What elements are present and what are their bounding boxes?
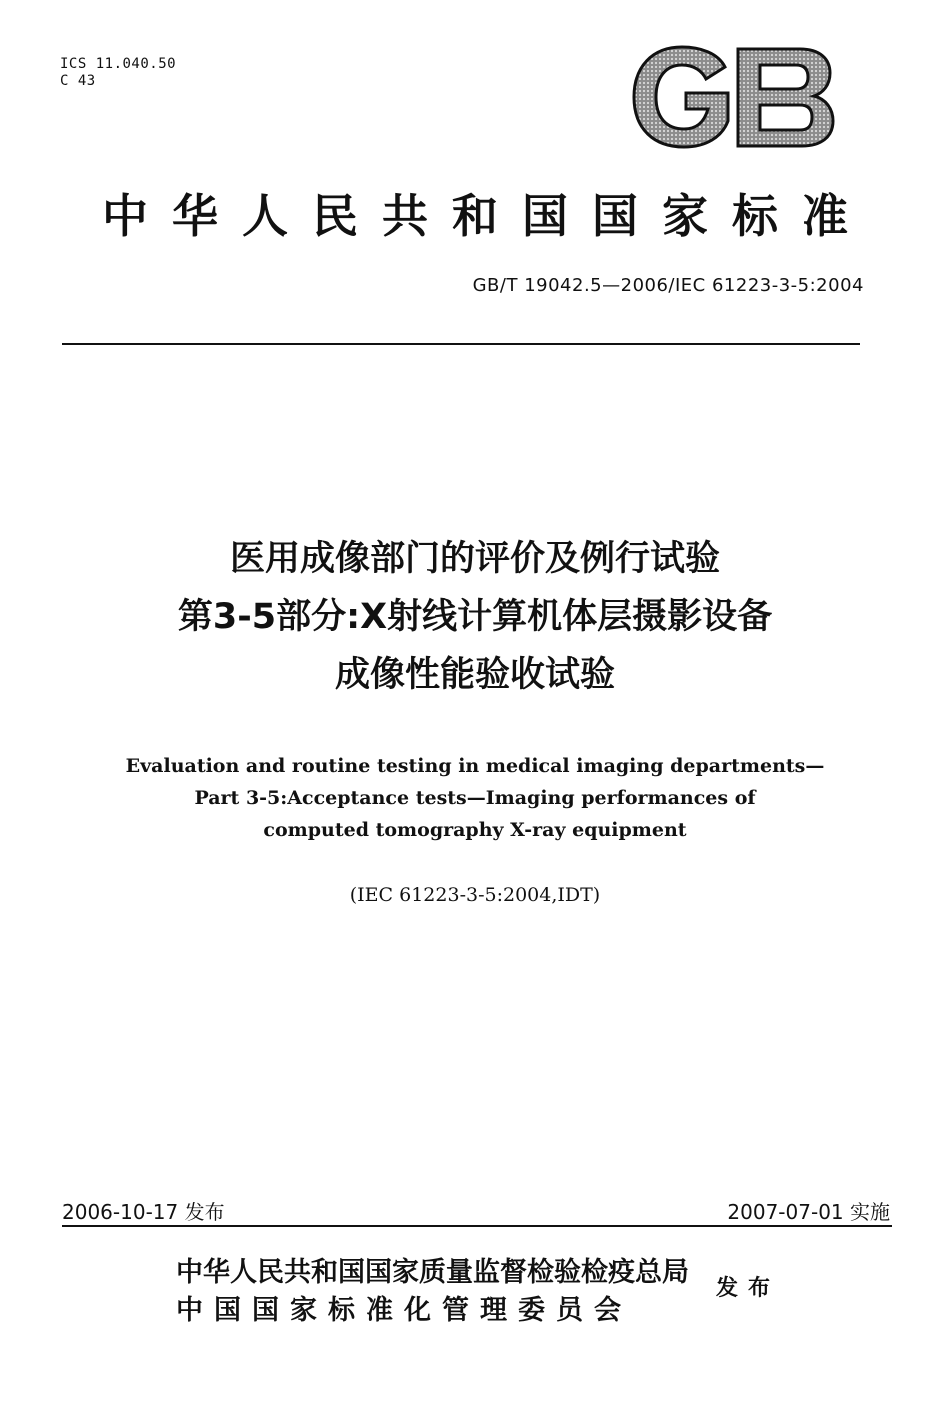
bottom-divider (62, 1225, 892, 1227)
chinese-title (0, 530, 950, 704)
ics-code: ICS 11.040.50 (60, 56, 177, 72)
standard-number: GB/T 19042.5—2006/IEC 61223-3-5:2004 (472, 275, 864, 296)
top-divider (62, 343, 860, 345)
country-standard-heading: 中华人民共和国国家标准 (102, 189, 872, 243)
chinese-title-line-3: 成像性能验收试验 (334, 655, 615, 695)
adoption-note: (IEC 61223-3-5:2004,IDT) (349, 884, 601, 906)
gb-logo (630, 45, 835, 150)
issuer-aqsiq: 中华人民共和国国家质量监督检验检疫总局 (176, 1257, 689, 1288)
issuing-authorities (176, 1254, 689, 1330)
issuer-sac: 中国国家标准化管理委员会 (176, 1295, 632, 1326)
english-title-line-3: computed tomography X-ray equipment (263, 819, 687, 841)
ccs-code: C 43 (60, 73, 96, 89)
english-title-line-2: Part 3-5:Acceptance tests—Imaging performances of (194, 787, 756, 809)
implementation-date: 2007-07-01 实施 (727, 1200, 890, 1224)
issue-date: 2006-10-17 发布 (62, 1200, 225, 1224)
publish-label: 发布 (716, 1275, 781, 1301)
english-title-line-1: Evaluation and routine testing in medical imaging departments— (125, 755, 825, 777)
classification-codes (60, 56, 176, 90)
chinese-title-line-2: 第3-5部分:X射线计算机体层摄影设备 (177, 597, 773, 637)
chinese-title-line-1: 医用成像部门的评价及例行试验 (229, 539, 720, 579)
english-title (0, 750, 950, 846)
